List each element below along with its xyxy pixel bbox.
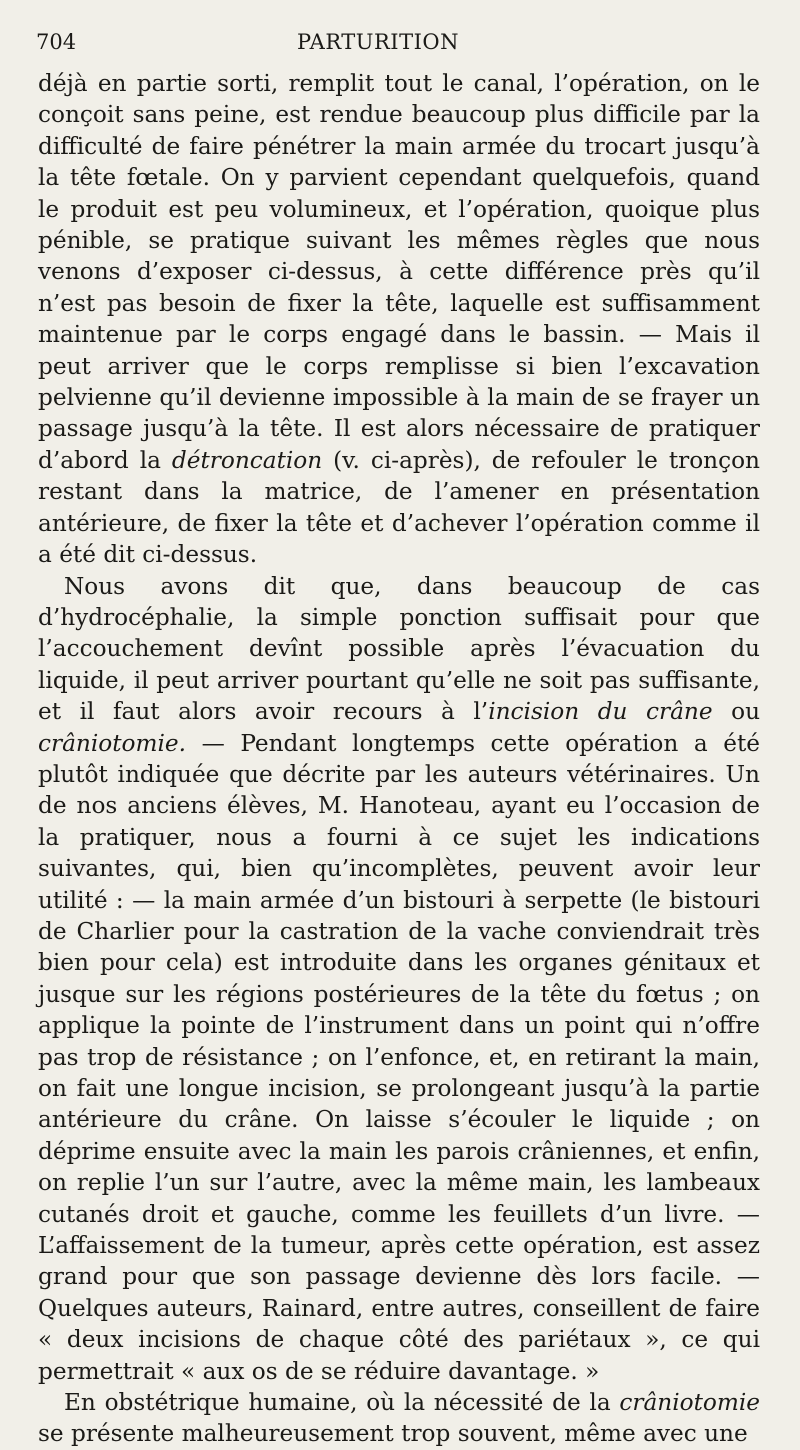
text-run: — Pendant longtemps cette opération a été plutôt indiquée que décrite par les auteurs vétérinaires. Un de nos anciens élèves, M. Hanoteau, ayant eu l’occasion de la pratiquer, nous a fourni à ce sujet les indications suivantes, qui, bien qu’incomplètes, peuvent avoir leur utilité : — la main armée d’un bistouri à serpette (le bistouri de Charlier pour la castration de la vache conviendrait très bien pour cela) est introduite dans les organes génitaux et jusque sur les régions postérieures de la tête du fœtus ; on applique la pointe de l’instrument dans un point qui n’offre pas trop de résistance ; on l’enfonce, et, en retirant la main, on fait une longue incision, se prolongeant jusqu’à la partie antérieure du crâne. On laisse s’écouler le liquide ; on déprime ensuite avec la main les parois crâniennes, et enfin, on replie l’un sur l’autre, avec la même main, les lambeaux cutanés droit et gauche, comme les feuillets d’un livre. — L’affaissement de la tumeur, après cette opération, est assez grand pour que son passage devienne dès lors facile. — Quelques auteurs, Rainard, entre autres, conseillent de faire « deux incisions de chaque côté des pariétaux », ce qui permettrait « aux os de se réduire davantage. »: [38, 729, 760, 1385]
text-run: En obstétrique humaine, où la nécessité de la: [64, 1389, 620, 1417]
italic-term: crâniotomie: [619, 1389, 760, 1417]
page-body: [38, 68, 760, 1450]
text-run: déjà en partie sorti, remplit tout le canal, l’opération, on le conçoit sans peine, est rendue beaucoup plus difficile par la difficulté de faire pénétrer la main armée du trocart jusqu’à la tête fœtale. On y parvient cependant quelquefois, quand le produit est peu volumineux, et l’opération, quoique plus pénible, se pratique suivant les mêmes règles que nous venons d’exposer ci-dessus, à cette différence près qu’il n’est pas besoin de fixer la tête, laquelle est suffisamment maintenue par le corps engagé dans le bassin. — Mais il peut arriver que le corps remplisse si bien l’excavation pelvienne qu’il devienne impossible à la main de se frayer un passage jusqu’à la tête. Il est alors nécessaire de pratiquer d’abord la: [38, 70, 760, 474]
text-run: se présente malheureusement trop souvent, même avec une: [38, 1420, 748, 1448]
italic-term: détroncation: [171, 446, 323, 474]
italic-term: incision du crâne: [488, 698, 713, 726]
page-header: [36, 30, 760, 64]
italic-term: crâniotomie.: [38, 729, 186, 757]
running-title: PARTURITION: [296, 30, 459, 54]
text-run: (v. ci-après), de refouler le tronçon restant dans la matrice, de l’amener en présentation antérieure, de fixer la tête et d’achever l’opération comme il a été dit ci-dessus.: [38, 446, 760, 569]
paragraph-3: [38, 1387, 760, 1450]
text-run: ou: [712, 698, 760, 726]
page-number: 704: [36, 30, 77, 54]
text-run: Nous avons dit que, dans beaucoup de cas d’hydrocéphalie, la simple ponction suffisait pour que l’accouchement devînt possible après l’évacuation du liquide, il peut arriver pourtant qu’elle ne soit pas suffisante, et il faut alors avoir recours à l’: [38, 572, 760, 726]
paragraph-2: [38, 571, 760, 1388]
paragraph-1: [38, 68, 760, 571]
